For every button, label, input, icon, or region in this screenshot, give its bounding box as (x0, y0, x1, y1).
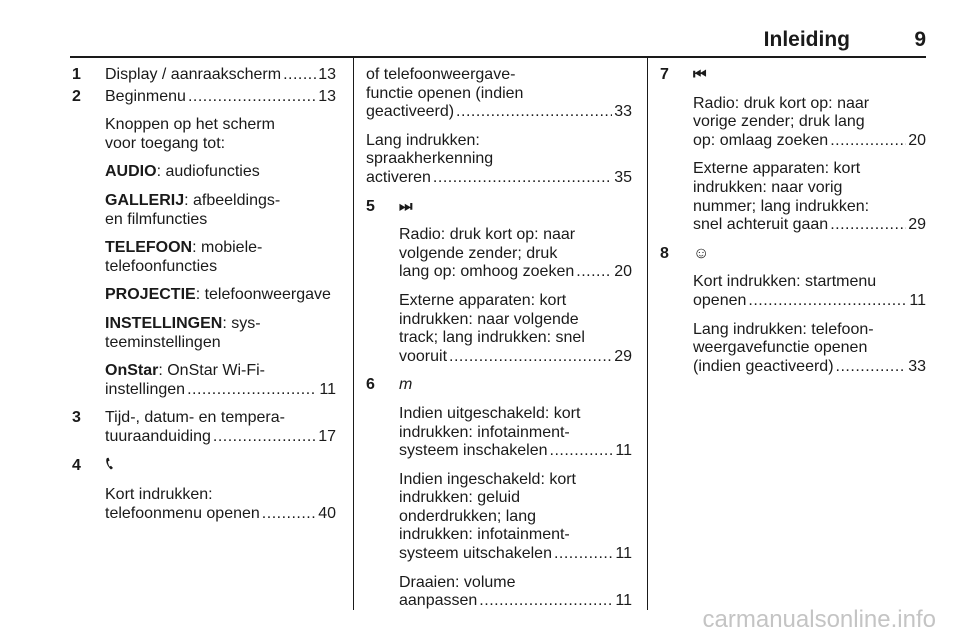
list-item: 6 m Indien uitgeschakeld: kort indrukken: infotainment- systeem inschakelen ..... 11 Indien ingeschakeld: kort indrukken: geluid onderdrukken; lang indrukken: infotainment- systeem uitschakelen ..... 11 Draaien: volume aanpassen ..... 11 (366, 376, 632, 621)
leader-dots (187, 381, 317, 400)
watermark[interactable]: carmanualsonline.info (702, 606, 936, 633)
item-number: 7 (660, 66, 669, 83)
leader-dots (748, 292, 907, 311)
menu-label: INSTELLINGEN (105, 314, 223, 332)
leader-dots (262, 505, 316, 524)
page-ref[interactable]: 13 (318, 87, 336, 105)
leader-dots (433, 169, 612, 188)
column-1 (72, 66, 336, 533)
page-ref[interactable]: 20 (908, 131, 926, 149)
leader-dots (283, 66, 316, 85)
paragraph: OnStar: OnStar Wi-Fi- instellingen ..... 11 (105, 362, 336, 399)
paragraph: PROJECTIE: telefoonweergave (105, 286, 331, 304)
paragraph: GALLERIJ: afbeeldings- en filmfuncties (105, 191, 281, 228)
column-3 (660, 66, 926, 386)
menu-label: AUDIO (105, 163, 157, 181)
menu-label: GALLERIJ (105, 191, 185, 209)
previous-track-icon: ⏮ (693, 66, 705, 83)
page-ref[interactable]: 11 (615, 545, 632, 563)
list-item (72, 88, 336, 410)
page-title: Inleiding (763, 28, 850, 51)
header-rule (70, 56, 926, 58)
paragraph: TELEFOON: mobiele- telefoonfuncties (105, 239, 263, 275)
paragraph: Lang indrukken: spraakherkenning activeren ..... 35 (366, 132, 632, 188)
page-ref[interactable]: 35 (614, 168, 632, 186)
phone-icon (105, 457, 115, 471)
home-icon: ☺ (693, 244, 710, 262)
page-ref[interactable]: 11 (615, 442, 632, 460)
page-ref[interactable]: 29 (614, 347, 632, 365)
leader-dots (188, 88, 316, 107)
page-ref[interactable]: 40 (318, 504, 336, 522)
leader-dots (830, 132, 906, 151)
leader-dots (550, 442, 614, 461)
paragraph: Knoppen op het scherm voor toegang tot: (105, 116, 275, 152)
leader-dots (836, 358, 907, 377)
column-2 (366, 66, 632, 621)
leader-dots (554, 545, 613, 564)
page-ref[interactable]: 11 (615, 592, 632, 610)
menu-label: TELEFOON (105, 239, 193, 257)
page-ref[interactable]: 13 (318, 66, 336, 83)
item-number: 2 (72, 87, 81, 105)
page-ref[interactable]: 33 (614, 103, 632, 121)
menu-label: OnStar (105, 362, 159, 380)
list-item: 3 Tijd-, datum- en tempera- tuuraanduiding ..... 17 (72, 409, 336, 456)
paragraph: INSTELLINGEN: sys- teeminstellingen (105, 314, 261, 351)
leader-dots (449, 348, 612, 367)
item-number: 8 (660, 244, 669, 262)
item-number: 1 (72, 66, 81, 83)
phone-icon (105, 457, 336, 477)
paragraph: of telefoonweergave- functie openen (indien geactiveerd) ..... 33 (366, 66, 632, 122)
page-ref[interactable]: 11 (909, 291, 926, 309)
leader-dots (576, 263, 612, 282)
leader-dots (830, 216, 906, 235)
page-ref[interactable]: 11 (319, 380, 336, 398)
item-number: 4 (72, 456, 81, 474)
leader-dots (213, 428, 316, 447)
list-item (72, 66, 336, 88)
page-ref[interactable]: 29 (908, 216, 926, 234)
next-track-icon: ⏭ (399, 197, 411, 215)
list-item: 4 Kort indrukken: telefoonmenu openen ..... 40 (72, 457, 336, 534)
column-divider-2 (647, 58, 648, 610)
column-divider-1 (353, 58, 354, 610)
leader-dots (479, 592, 613, 611)
list-item: 5 ⏭ Radio: druk kort op: naar volgende zender; druk lang op: omhoog zoeken ..... 20 Externe apparaten: kort indrukken: naar volgende track; lang indrukken: snel vooruit ..... 29 (366, 198, 632, 377)
menu-label: PROJECTIE (105, 286, 196, 304)
item-number: 5 (366, 197, 375, 215)
power-icon: m (399, 376, 413, 394)
item-text: Beginmenu (105, 87, 186, 105)
page-ref[interactable]: 20 (614, 263, 632, 281)
page-number: 9 (914, 28, 926, 51)
leader-dots (456, 103, 612, 122)
paragraph: AUDIO: audiofuncties (105, 163, 260, 181)
list-item: 8 ☺ Kort indrukken: startmenu openen ..... 11 Lang indrukken: telefoon- weergavefunctie openen (indien geactiveerd) ..... 33 (660, 245, 926, 387)
item-number: 6 (366, 376, 375, 394)
page-ref[interactable]: 33 (908, 357, 926, 375)
item-text: Display / aanraakscherm (105, 66, 282, 83)
item-number: 3 (72, 409, 81, 427)
page-ref[interactable]: 17 (318, 427, 336, 445)
list-item: 7 ⏮ Radio: druk kort op: naar vorige zender; druk lang op: omlaag zoeken ..... 20 Externe apparaten: kort indrukken: naar vorig nummer; lang indrukken: snel achteruit gaan ..... 29 (660, 66, 926, 245)
